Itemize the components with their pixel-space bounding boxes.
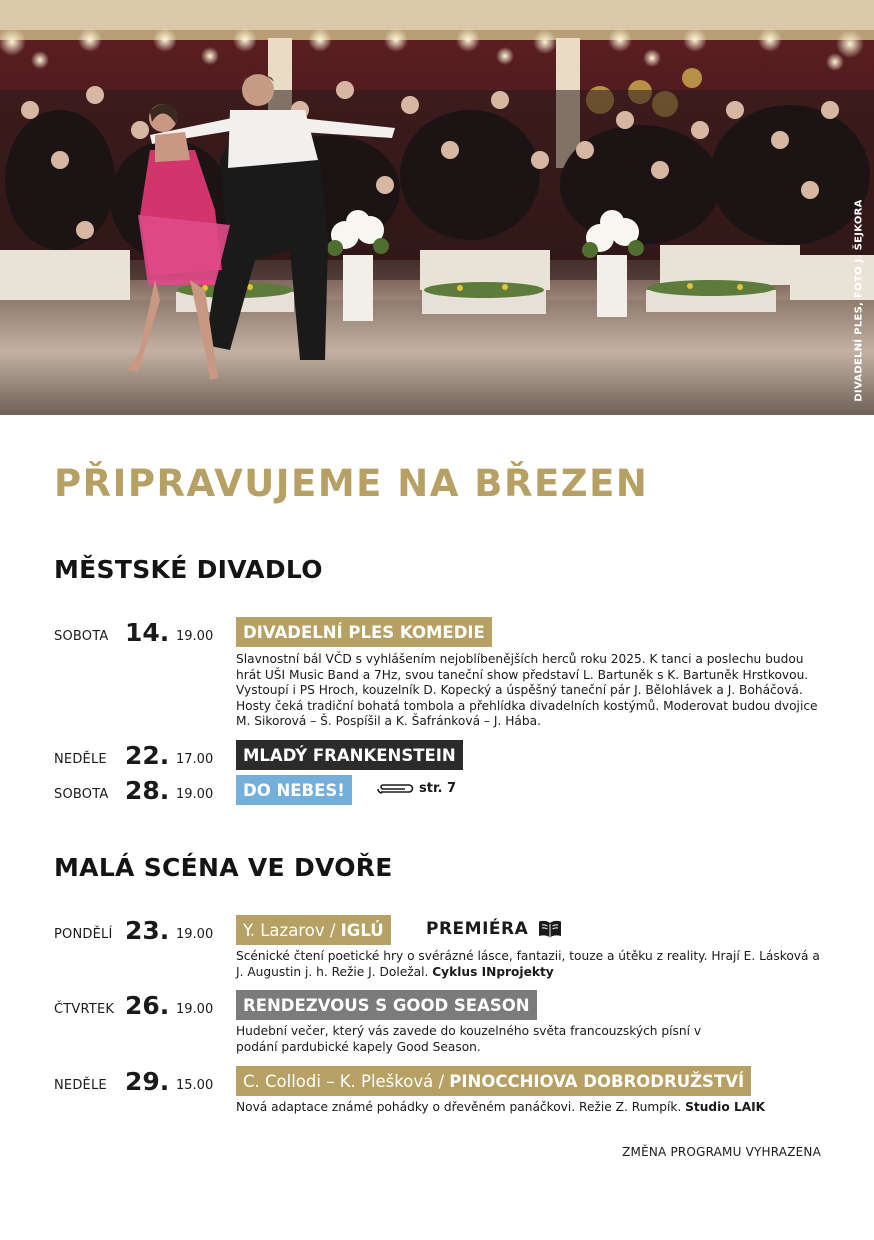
event-title-label[interactable] [236,775,352,805]
event-row [0,1066,874,1096]
event-row [0,775,874,805]
section-title-mala-scena: MALÁ SCÉNA VE DVOŘE [54,853,393,882]
event-title: MLADÝ FRANKENSTEIN [243,745,456,765]
event-description: Hudební večer, který vás zavede do kouzelného světa francouzských písní v podání pardubické kapely Good Season. [236,1024,702,1054]
event-description: Slavnostní bál VČD s vyhlášením nejoblíbenějších herců roku 2025. K tanci a poslechu budou hrát UŠI Music Band a 7Hz, svou taneční show představí L. Bartuněk s K. Bartuněk Hrstkovou. Vystoupí i PS Hroch, kouzelník D. Kopecký a úspěšný taneční pár J. Bělohlávek a J. Boháčová. Hosty čeká tradiční bohatá tombola a přehlídka divadelních kostýmů. Moderovat budou dvojice M. Sikorová – Š. Pospíšil a K. Šafránková – J. Hába. [236,652,818,729]
event-title-label[interactable] [236,617,492,647]
event-time: 19.00 [176,927,214,942]
event-day: PONDĚLÍ [54,927,113,942]
event-series: Cyklus INprojekty [432,964,554,979]
page-reference-label: str. 7 [419,781,457,796]
event-description: Scénické čtení poetické hry o svérázné lásce, fantazii, touze a útěku z reality. Hrají E. Lásková a J. Augustin j. h. Režie J. Doležal. Cyklus INprojekty [236,949,820,979]
event-author: C. Collodi – K. Plešková / [243,1071,445,1091]
event-date: 26. [125,991,170,1020]
event-date: 22. [125,741,170,770]
page-reference[interactable] [375,781,456,796]
event-time: 19.00 [176,787,214,802]
event-title-label[interactable] [236,740,463,770]
event-day: NEDĚLE [54,1078,107,1093]
event-day: ČTVRTEK [54,1002,115,1017]
event-title: DIVADELNÍ PLES KOMEDIE [243,622,485,642]
event-date: 14. [125,618,170,647]
event-time: 19.00 [176,629,214,644]
event-title-label[interactable] [236,915,391,945]
event-row [0,990,874,1020]
event-time: 15.00 [176,1078,214,1093]
event-title: DO NEBES! [243,780,345,800]
photo-credit: DIVADELNÍ PLES, FOTO J. ŠEJKORA [853,198,865,402]
event-row [0,915,874,945]
event-row [0,740,874,770]
premiere-badge [426,919,562,939]
event-date: 29. [125,1067,170,1096]
section-title-mestske-divadlo: MĚSTSKÉ DIVADLO [54,555,323,584]
event-day: NEDĚLE [54,752,107,767]
event-date: 23. [125,916,170,945]
event-author: Y. Lazarov / [243,920,336,940]
event-time: 17.00 [176,752,214,767]
event-date: 28. [125,776,170,805]
event-title: RENDEZVOUS S GOOD SEASON [243,995,530,1015]
ballroom-photo-illustration [0,0,874,415]
event-title-label[interactable] [236,990,537,1020]
event-time: 19.00 [176,1002,214,1017]
event-description: Nová adaptace známé pohádky o dřevěném panáčkovi. Režie Z. Rumpík. Studio LAIK [236,1100,766,1114]
event-title-label[interactable] [236,1066,751,1096]
event-row [0,617,874,647]
event-title: IGLÚ [340,920,384,940]
event-day: SOBOTA [54,629,109,644]
event-day: SOBOTA [54,787,109,802]
event-series: Studio LAIK [685,1100,766,1114]
paperclip-icon [375,782,415,796]
premiere-label: PREMIÉRA [426,919,529,939]
book-icon [538,919,562,939]
hero-photo [0,0,874,415]
program-change-note: ZMĚNA PROGRAMU VYHRAZENA [622,1145,821,1159]
page-title: PŘIPRAVUJEME NA BŘEZEN [54,462,649,505]
event-title: PINOCCHIOVA DOBRODRUŽSTVÍ [449,1071,745,1091]
